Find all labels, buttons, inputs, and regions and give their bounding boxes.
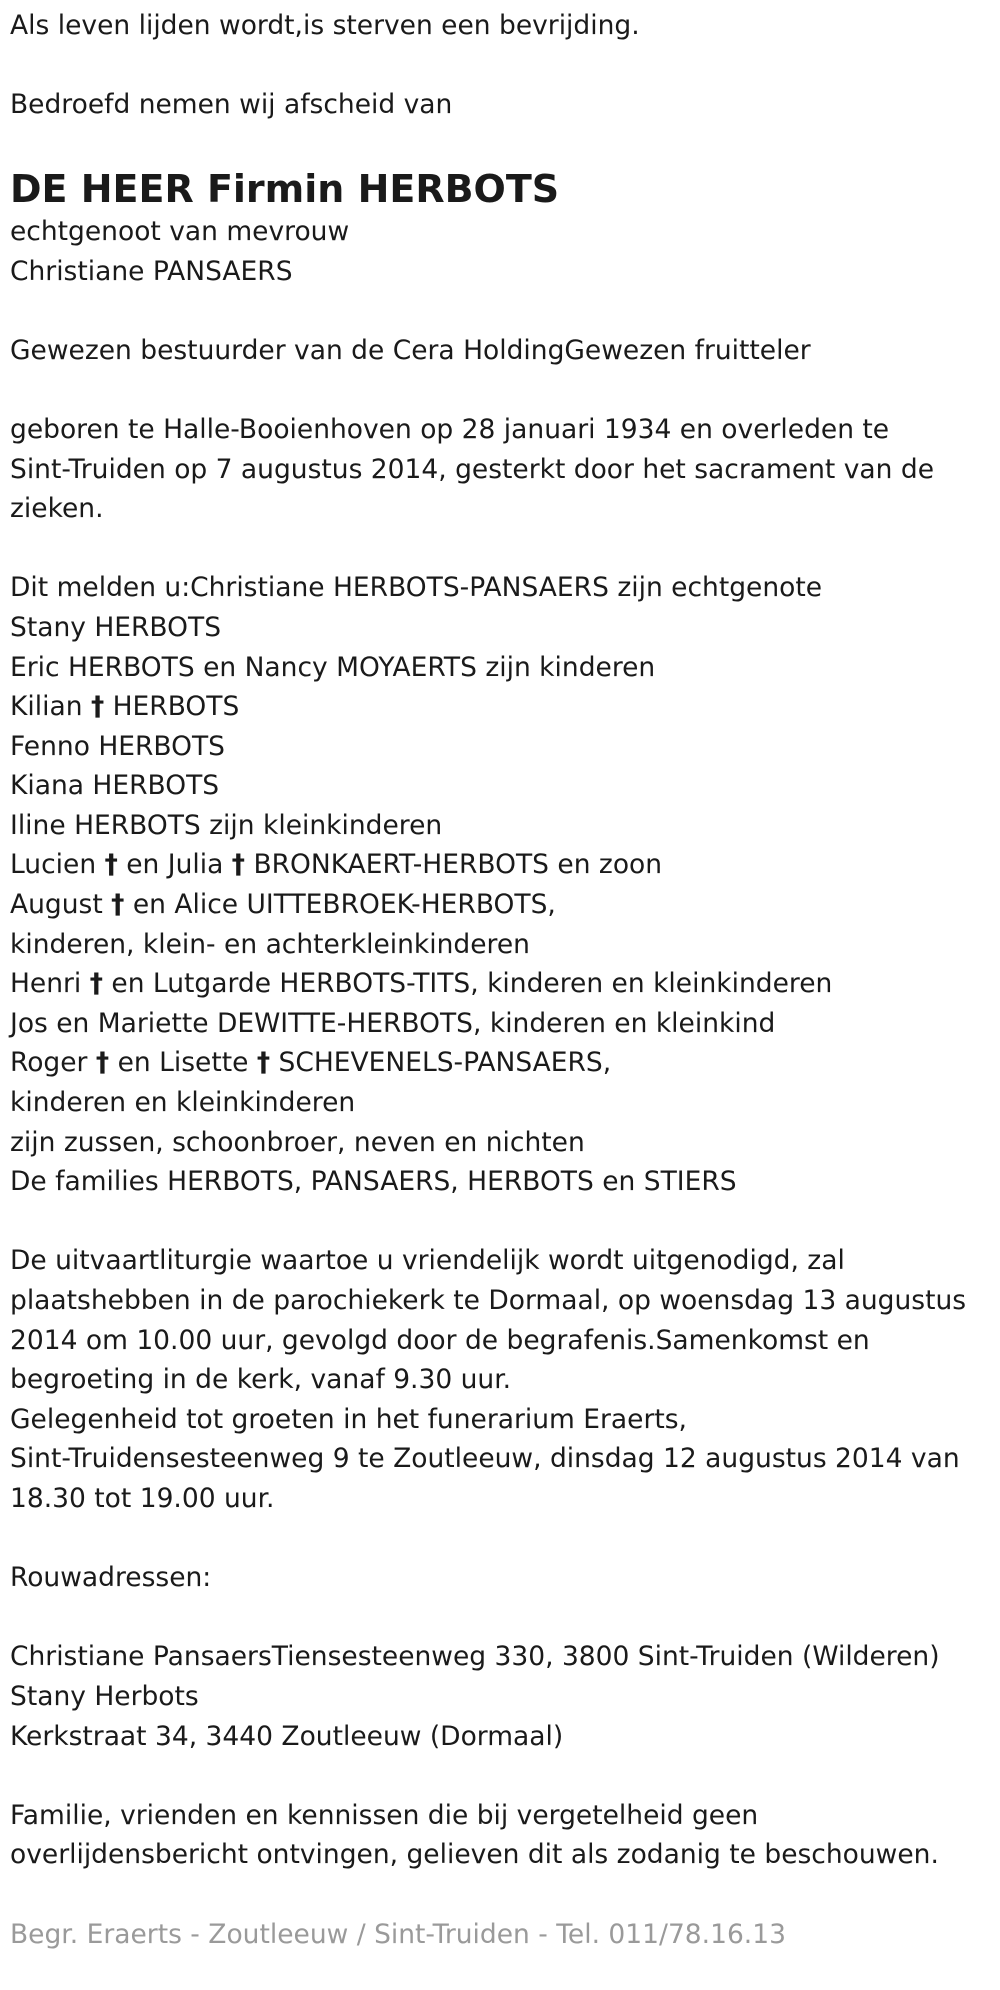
cross-icon: † xyxy=(256,1047,271,1079)
spacer xyxy=(10,1598,980,1638)
funeral-line: plaatshebben in de parochiekerk te Dormaal, op woensdag 13 augustus xyxy=(10,1285,967,1316)
family-text: en Lutgarde HERBOTS-TITS, kinderen en kleinkinderen xyxy=(102,968,833,1000)
family-text: en Julia xyxy=(117,849,232,881)
family-line: Dit melden u:Christiane HERBOTS-PANSAERS zijn echtgenote xyxy=(10,572,823,604)
funeral-line: Gelegenheid tot groeten in het funerarium Eraerts, xyxy=(10,1403,687,1435)
funeral-line: Sint-Truidensesteenweg 9 te Zoutleeuw, dinsdag 12 augustus 2014 van xyxy=(10,1443,960,1475)
family-line: Fenno HERBOTS xyxy=(10,730,225,762)
spouse-line: echtgenoot van mevrouw xyxy=(10,215,350,247)
spacer xyxy=(10,370,980,410)
spacer xyxy=(10,125,980,165)
family-text: Roger xyxy=(10,1047,96,1079)
family-line: Eric HERBOTS en Nancy MOYAERTS zijn kinderen xyxy=(10,651,656,683)
family-line xyxy=(10,885,980,925)
closing-line: overlijdensbericht ontvingen, gelieven dit als zodanig te beschouwen. xyxy=(10,1839,939,1871)
cross-icon: † xyxy=(90,691,105,723)
occupation: Gewezen bestuurder van de Cera HoldingGewezen fruitteler xyxy=(10,334,811,366)
family-line: Iline HERBOTS zijn kleinkinderen xyxy=(10,809,443,841)
cross-icon: † xyxy=(111,889,125,921)
opening-quote: Als leven lijden wordt,is sterven een bevrijding. xyxy=(10,10,640,41)
family-line: Kiana HERBOTS xyxy=(10,770,220,802)
deceased-name: DE HEER Firmin HERBOTS xyxy=(10,167,560,212)
spacer xyxy=(10,291,980,331)
address-line: Kerkstraat 34, 3440 Zoutleeuw (Dormaal) xyxy=(10,1720,564,1752)
spacer xyxy=(10,1875,980,1915)
birth-death-line: Sint-Truiden op 7 augustus 2014, gesterkt door het sacrament van de xyxy=(10,453,934,485)
birth-death-line: zieken. xyxy=(10,493,104,525)
cross-icon: † xyxy=(89,968,103,1000)
address-line: Christiane PansaersTiensesteenweg 330, 3800 Sint-Truiden (Wilderen) xyxy=(10,1641,940,1673)
address-line: Stany Herbots xyxy=(10,1680,199,1712)
addresses-heading: Rouwadressen: xyxy=(10,1562,212,1594)
family-text: Lucien xyxy=(10,849,105,881)
funeral-line: De uitvaartliturgie waartoe u vriendelijk wordt uitgenodigd, zal xyxy=(10,1245,845,1277)
family-text: en Alice UITTEBROEK-HERBOTS, xyxy=(124,889,556,921)
funeral-home-footer: Begr. Eraerts - Zoutleeuw / Sint-Truiden - Tel. 011/78.16.13 xyxy=(10,1918,786,1950)
family-line xyxy=(10,1043,980,1083)
family-text: en Lisette xyxy=(109,1047,257,1079)
family-line: zijn zussen, schoonbroer, neven en nichten xyxy=(10,1126,585,1158)
spacer xyxy=(10,1202,980,1242)
spouse-name: Christiane PANSAERS xyxy=(10,255,293,287)
family-line xyxy=(10,845,980,885)
spacer xyxy=(10,1519,980,1559)
family-text: SCHEVENELS-PANSAERS, xyxy=(270,1047,612,1079)
family-line xyxy=(10,687,980,727)
cross-icon: † xyxy=(104,849,118,881)
spacer xyxy=(10,46,980,86)
intro-text: Bedroefd nemen wij afscheid van xyxy=(10,89,453,121)
funeral-line: 2014 om 10.00 uur, gevolgd door de begrafenis.Samenkomst en xyxy=(10,1324,870,1356)
family-text: Kilian xyxy=(10,691,91,723)
funeral-line: 18.30 tot 19.00 uur. xyxy=(10,1482,275,1514)
family-line: Stany HERBOTS xyxy=(10,611,222,643)
spacer xyxy=(10,529,980,569)
family-text: Henri xyxy=(10,968,90,1000)
cross-icon: † xyxy=(231,849,246,881)
family-line: Jos en Mariette DEWITTE-HERBOTS, kinderen en kleinkind xyxy=(10,1007,776,1039)
family-text: August xyxy=(10,889,112,921)
family-text: BRONKAERT-HERBOTS en zoon xyxy=(245,849,663,881)
closing-line: Familie, vrienden en kennissen die bij vergetelheid geen xyxy=(10,1799,759,1831)
family-text: HERBOTS xyxy=(104,691,240,723)
family-line: De families HERBOTS, PANSAERS, HERBOTS en STIERS xyxy=(10,1166,737,1198)
family-line: kinderen, klein- en achterkleinkinderen xyxy=(10,928,530,960)
funeral-line: begroeting in de kerk, vanaf 9.30 uur. xyxy=(10,1364,512,1396)
family-line: kinderen en kleinkinderen xyxy=(10,1087,356,1119)
spacer xyxy=(10,1756,980,1796)
cross-icon: † xyxy=(95,1047,110,1079)
family-line xyxy=(10,964,980,1004)
birth-death-line: geboren te Halle-Booienhoven op 28 januari 1934 en overleden te xyxy=(10,413,890,445)
